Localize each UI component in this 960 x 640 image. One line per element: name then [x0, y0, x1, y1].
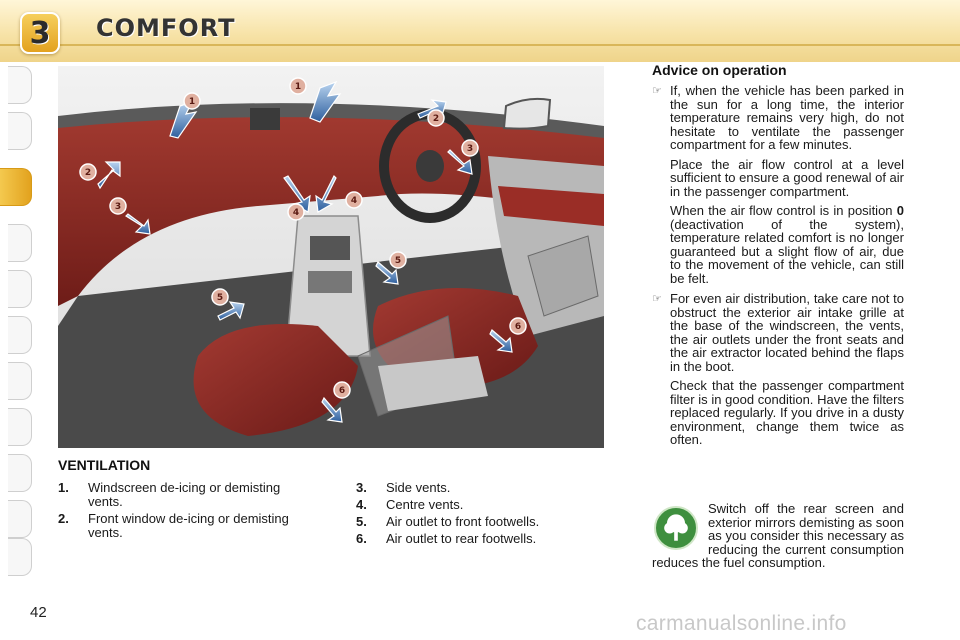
callout-label: 4 — [350, 196, 358, 206]
page-title: COMFORT — [96, 14, 236, 42]
item-text: Air outlet to front footwells. — [386, 514, 540, 529]
callout-badge — [390, 252, 406, 268]
callout-badge — [428, 110, 444, 126]
text-run: (deactivation of the system), temperature related comfort is no longer guaranteed but a slight flow of air, due to the movement of the vehicle, can still be felt. — [670, 216, 904, 286]
item-number: 2. — [58, 511, 69, 526]
callout-badge — [184, 93, 200, 109]
callout-badge — [290, 78, 306, 94]
callout-badge — [462, 140, 478, 156]
paragraph — [670, 204, 904, 285]
chapter-tab[interactable] — [8, 362, 32, 400]
chapter-tab[interactable] — [8, 270, 32, 308]
bold-value: 0 — [896, 203, 904, 218]
bullet-body — [670, 292, 904, 453]
item-text: Windscreen de-icing or demisting vents. — [88, 480, 281, 509]
item-number: 6. — [356, 531, 367, 546]
callout-label: 3 — [114, 202, 122, 212]
paragraph: For even air distribution, take care not to obstruct the exterior air intake grille at the base of the windscreen, the vents, the air outlets under the front seats and the air extractor located behind the flaps in the boot. — [670, 291, 904, 374]
callout-label: 5 — [394, 256, 402, 266]
advice-heading: Advice on operation — [652, 62, 787, 78]
list-item — [58, 481, 298, 509]
chapter-badge — [20, 12, 60, 54]
callout-label: 2 — [432, 114, 440, 124]
chapter-tab[interactable] — [8, 408, 32, 446]
radio-unit — [310, 236, 350, 260]
chapter-tab[interactable] — [8, 454, 32, 492]
advice-bullet — [652, 84, 904, 291]
watermark: carmanualsonline.info — [636, 612, 847, 635]
chapter-tabs — [0, 66, 34, 576]
eco-tip — [652, 502, 904, 570]
item-text: Front window de-icing or demisting vents. — [88, 511, 289, 540]
chapter-tab[interactable] — [8, 500, 32, 538]
callout-badge — [212, 289, 228, 305]
item-number: 4. — [356, 497, 367, 512]
chapter-number: 3 — [29, 15, 51, 51]
page-number: 42 — [30, 604, 47, 621]
callout-label: 2 — [84, 168, 92, 178]
eco-tip-text: Switch off the rear screen and exterior mirrors demisting as soon as you consider this necessary as reducing the current consumption reduces the fuel consumption. — [652, 501, 904, 570]
chapter-tab-active[interactable] — [0, 168, 32, 206]
callout-badge — [510, 318, 526, 334]
callout-badge — [334, 382, 350, 398]
callout-badge — [288, 204, 304, 220]
chapter-tab[interactable] — [8, 224, 32, 262]
bullet-body — [670, 84, 904, 291]
ventilation-list-right — [356, 481, 596, 549]
item-number: 5. — [356, 514, 367, 529]
paragraph: Place the air flow control at a level sufficient to ensure a good renewal of air in the passenger compartment. — [670, 156, 904, 199]
item-text: Centre vents. — [386, 497, 464, 512]
callout-label: 4 — [292, 208, 300, 218]
callout-badge — [110, 198, 126, 214]
header-rule — [0, 44, 960, 46]
text-run: When the air flow control is in position — [670, 203, 897, 218]
advice-bullet — [652, 292, 904, 453]
pointing-hand-icon: ☞ — [652, 293, 662, 305]
center-display — [250, 108, 280, 130]
chapter-tab[interactable] — [8, 316, 32, 354]
list-item — [356, 515, 596, 529]
callout-label: 1 — [294, 82, 302, 92]
callout-label: 1 — [188, 97, 196, 107]
list-item — [356, 532, 596, 546]
door-mirror — [504, 99, 550, 129]
callout-label: 6 — [338, 386, 346, 396]
ventilation-heading: VENTILATION — [58, 457, 151, 473]
callout-label: 5 — [216, 293, 224, 303]
pointing-hand-icon: ☞ — [652, 85, 662, 97]
list-item — [58, 512, 298, 540]
callout-label: 3 — [466, 144, 474, 154]
list-item — [356, 481, 596, 495]
tree-icon — [654, 506, 698, 550]
chapter-tab[interactable] — [8, 538, 32, 576]
paragraph: If, when the vehicle has been parked in the sun for a long time, the interior temperature remains very high, do not hesitate to ventilate the passenger compartment for a few minutes. — [670, 83, 904, 152]
callout-badge — [80, 164, 96, 180]
callout-label: 6 — [514, 322, 522, 332]
item-number: 1. — [58, 480, 69, 495]
callout-badge — [346, 192, 362, 208]
item-text: Side vents. — [386, 480, 451, 495]
chapter-tab[interactable] — [8, 66, 32, 104]
chapter-tab[interactable] — [8, 112, 32, 150]
car-interior-illustration — [58, 66, 604, 448]
item-text: Air outlet to rear footwells. — [386, 531, 537, 546]
ventilation-list-left — [58, 481, 298, 543]
advice-section — [652, 84, 904, 454]
climate-panel — [308, 271, 352, 293]
item-number: 3. — [356, 480, 367, 495]
paragraph: Check that the passenger compartment filter is in good condition. Have the filters replaced regularly. If you drive in a dusty environment, change them twice as often. — [670, 378, 904, 447]
steering-hub — [416, 150, 444, 182]
list-item — [356, 498, 596, 512]
